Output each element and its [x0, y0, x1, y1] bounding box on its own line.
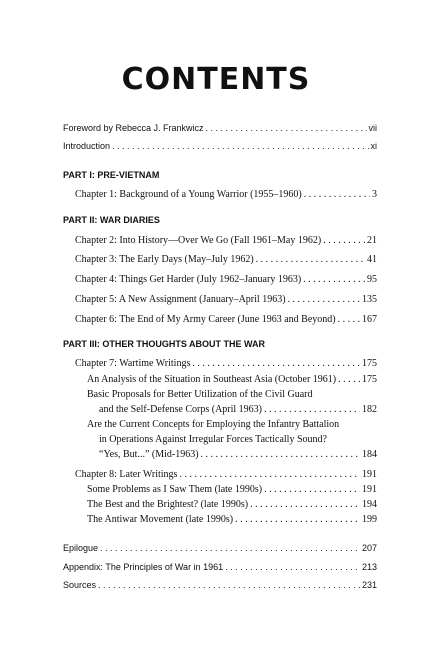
dot-leader	[264, 404, 360, 415]
entry-label: Chapter 3: The Early Days (May–July 1962)	[75, 254, 254, 265]
entry-label: Chapter 6: The End of My Army Career (June 1963 and Beyond)	[75, 314, 336, 325]
entry-label: Appendix: The Principles of War in 1961	[63, 562, 224, 572]
entry-page: 199	[362, 514, 377, 525]
entry-label: Chapter 5: A New Assignment (January–April 1963)	[75, 294, 286, 305]
dot-leader	[235, 514, 360, 525]
toc-entry-infantry-battalion[interactable]	[99, 449, 377, 460]
dot-leader	[288, 294, 360, 305]
toc-entry-chapter-5[interactable]	[75, 294, 377, 305]
toc-entry-chapter-1[interactable]	[75, 189, 377, 200]
toc-entry-epilogue[interactable]	[63, 543, 377, 553]
dot-leader	[303, 274, 365, 285]
dot-leader	[112, 141, 368, 151]
entry-page: 135	[362, 294, 377, 305]
entry-label: Chapter 7: Wartime Writings	[75, 358, 191, 369]
dot-leader	[206, 123, 367, 133]
dot-leader	[256, 254, 365, 265]
entry-label: Chapter 1: Background of a Young Warrior (1955–1960)	[75, 189, 302, 200]
part-heading-1: PART I: PRE-VIETNAM	[63, 170, 160, 180]
entry-label: Chapter 8: Later Writings	[75, 469, 178, 480]
entry-page: xi	[370, 141, 377, 151]
toc-entry-analysis-southeast-asia[interactable]	[87, 374, 377, 385]
entry-page: 184	[362, 449, 377, 460]
part-heading-2: PART II: WAR DIARIES	[63, 215, 160, 225]
entry-page: 207	[361, 543, 377, 553]
entry-page: 191	[362, 469, 377, 480]
part-heading-3: PART III: OTHER THOUGHTS ABOUT THE WAR	[63, 339, 265, 349]
dot-leader	[304, 189, 370, 200]
dot-leader	[338, 374, 360, 385]
dot-leader	[100, 543, 360, 553]
toc-entry-appendix[interactable]	[63, 562, 377, 572]
entry-label: Some Problems as I Saw Them (late 1990s)	[87, 484, 263, 495]
entry-page: 175	[362, 374, 377, 385]
entry-page: 21	[367, 235, 377, 246]
entry-label: Foreword by Rebecca J. Frankwicz	[63, 123, 204, 133]
entry-page: 182	[362, 404, 377, 415]
toc-entry-chapter-4[interactable]	[75, 274, 377, 285]
toc-entry-antiwar-movement[interactable]	[87, 514, 377, 525]
page-title: CONTENTS	[121, 62, 311, 97]
dot-leader	[98, 580, 360, 590]
entry-page: 41	[367, 254, 377, 265]
entry-page: vii	[368, 123, 377, 133]
entry-label: The Antiwar Movement (late 1990s)	[87, 514, 234, 525]
entry-label-line: Are the Current Concepts for Employing the Infantry Battalion	[87, 419, 340, 430]
dot-leader	[201, 449, 360, 460]
entry-label: Sources	[63, 580, 97, 590]
entry-label: Epilogue	[63, 543, 99, 553]
entry-label: Introduction	[63, 141, 111, 151]
toc-entry-introduction[interactable]	[63, 141, 377, 151]
toc-entry-civil-guard[interactable]	[99, 404, 377, 415]
toc-entry-chapter-6[interactable]	[75, 314, 377, 325]
dot-leader	[323, 235, 365, 246]
entry-page: 213	[361, 562, 377, 572]
entry-page: 194	[362, 499, 377, 510]
toc-entry-chapter-8[interactable]	[75, 469, 377, 480]
toc-entry-chapter-7[interactable]	[75, 358, 377, 369]
entry-page: 191	[362, 484, 377, 495]
entry-label: Chapter 4: Things Get Harder (July 1962–January 1963)	[75, 274, 302, 285]
toc-entry-chapter-3[interactable]	[75, 254, 377, 265]
entry-page: 231	[361, 580, 377, 590]
toc-entry-best-and-brightest[interactable]	[87, 499, 377, 510]
entry-label: Chapter 2: Into History—Over We Go (Fall 1961–May 1962)	[75, 235, 322, 246]
entry-page: 95	[367, 274, 377, 285]
dot-leader	[264, 484, 360, 495]
toc-entry-sources[interactable]	[63, 580, 377, 590]
entry-label-line: in Operations Against Irregular Forces Tactically Sound?	[99, 434, 327, 445]
dot-leader	[338, 314, 360, 325]
toc-entry-foreword[interactable]	[63, 123, 377, 133]
entry-page: 175	[362, 358, 377, 369]
entry-label: “Yes, But...” (Mid-1963)	[99, 449, 199, 460]
dot-leader	[192, 358, 360, 369]
dot-leader	[225, 562, 360, 572]
entry-label: and the Self-Defense Corps (April 1963)	[99, 404, 263, 415]
toc-entry-some-problems[interactable]	[87, 484, 377, 495]
toc-entry-chapter-2[interactable]	[75, 235, 377, 246]
entry-label: An Analysis of the Situation in Southeast Asia (October 1961)	[87, 374, 337, 385]
entry-page: 167	[362, 314, 377, 325]
dot-leader	[179, 469, 360, 480]
entry-label: The Best and the Brightest? (late 1990s)	[87, 499, 249, 510]
dot-leader	[250, 499, 360, 510]
entry-label-line: Basic Proposals for Better Utilization of the Civil Guard	[87, 389, 313, 400]
entry-page: 3	[372, 189, 377, 200]
